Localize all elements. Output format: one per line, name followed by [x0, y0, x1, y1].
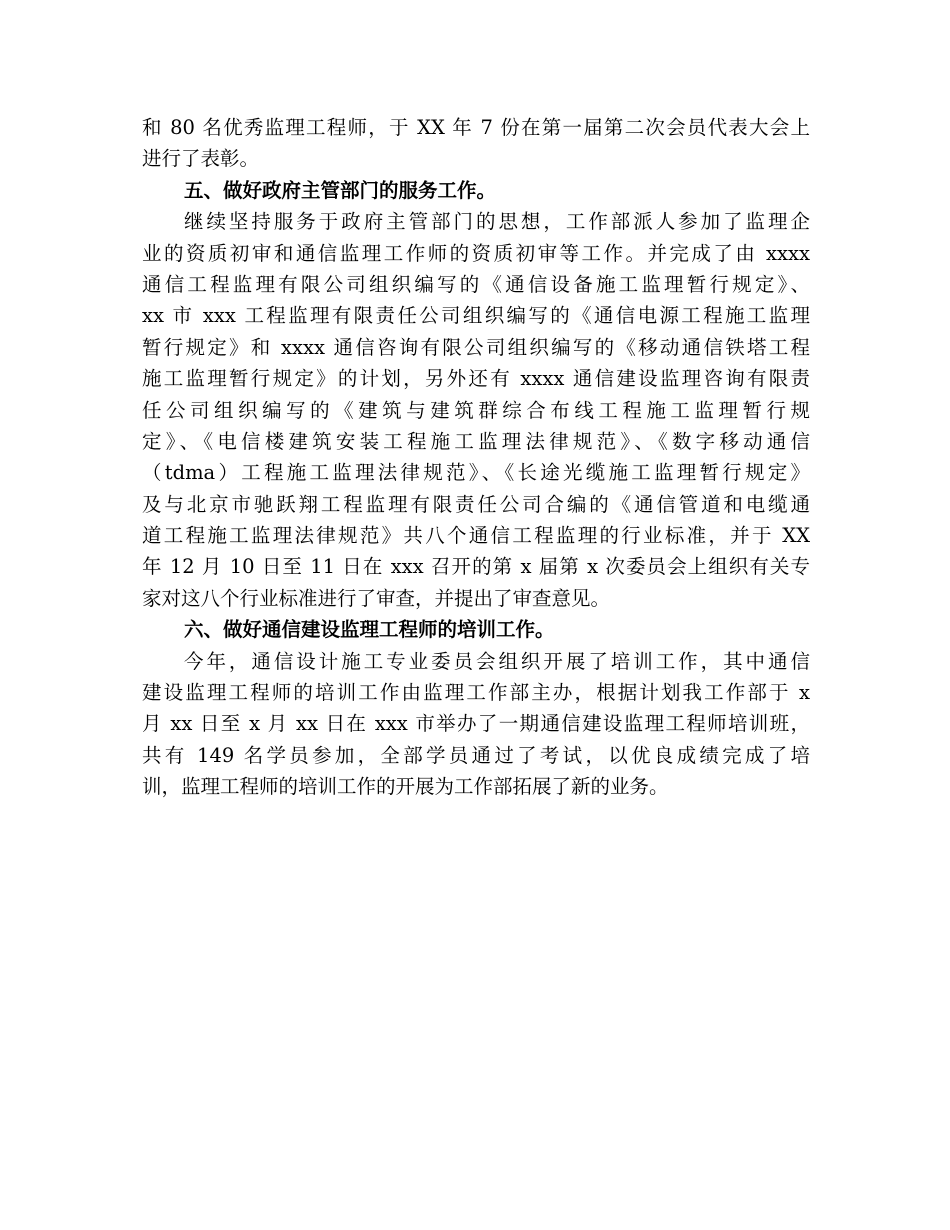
paragraph-line: 定》、《电信楼建筑安装工程施工监理法律规范》、《数字移动通信: [142, 429, 810, 453]
paragraph-line: 通信工程监理有限公司组织编写的《通信设备施工监理暂行规定》、: [142, 272, 810, 296]
paragraph-line: 及与北京市驰跃翔工程监理有限责任公司合编的《通信管道和电缆通: [142, 492, 810, 516]
section-heading-5: 五、做好政府主管部门的服务工作。: [184, 178, 497, 202]
paragraph-line: 继续坚持服务于政府主管部门的思想，工作部派人参加了监理企: [184, 210, 810, 234]
paragraph-line: 道工程施工监理法律规范》共八个通信工程监理的行业标准，并于 XX: [142, 524, 810, 548]
paragraph-training: [142, 646, 810, 803]
paragraph-line: 进行了表彰。: [142, 147, 260, 171]
paragraph-line: 训，监理工程师的培训工作的开展为工作部拓展了新的业务。: [142, 775, 669, 799]
paragraph-line: 施工监理暂行规定》的计划，另外还有 xxxx 通信建设监理咨询有限责: [142, 367, 810, 391]
paragraph-line: 家对这八个行业标准进行了审查，并提出了审查意见。: [142, 586, 611, 610]
section-heading-6: 六、做好通信建设监理工程师的培训工作。: [184, 618, 555, 642]
paragraph-line: 月 xx 日至 x 月 xx 日在 xxx 市举办了一期通信建设监理工程师培训班，: [142, 712, 810, 736]
paragraph-government-service: [142, 206, 810, 614]
paragraph-line: 和 80 名优秀监理工程师，于 XX 年 7 份在第一届第二次会员代表大会上: [142, 116, 810, 139]
paragraph-line: 业的资质初审和通信监理工作师的资质初审等工作。并完成了由 xxxx: [142, 241, 810, 265]
paragraph-awards: [142, 112, 810, 175]
paragraph-line: 年 12 月 10 日至 11 日在 xxx 召开的第 x 届第 x 次委员会上组织有关专: [142, 555, 810, 579]
paragraph-line: （tdma）工程施工监理法律规范》、《长途光缆施工监理暂行规定》: [142, 461, 810, 485]
paragraph-line: 共有 149 名学员参加，全部学员通过了考试，以优良成绩完成了培: [142, 743, 810, 767]
paragraph-line: xx 市 xxx 工程监理有限责任公司组织编写的《通信电源工程施工监理: [142, 304, 810, 328]
paragraph-line: 今年，通信设计施工专业委员会组织开展了培训工作，其中通信: [184, 649, 810, 673]
paragraph-line: 暂行规定》和 xxxx 通信咨询有限公司组织编写的《移动通信铁塔工程: [142, 335, 810, 359]
paragraph-line: 任公司组织编写的《建筑与建筑群综合布线工程施工监理暂行规: [142, 398, 810, 422]
document-body: [142, 112, 810, 803]
paragraph-line: 建设监理工程师的培训工作由监理工作部主办，根据计划我工作部于 x: [142, 681, 810, 705]
